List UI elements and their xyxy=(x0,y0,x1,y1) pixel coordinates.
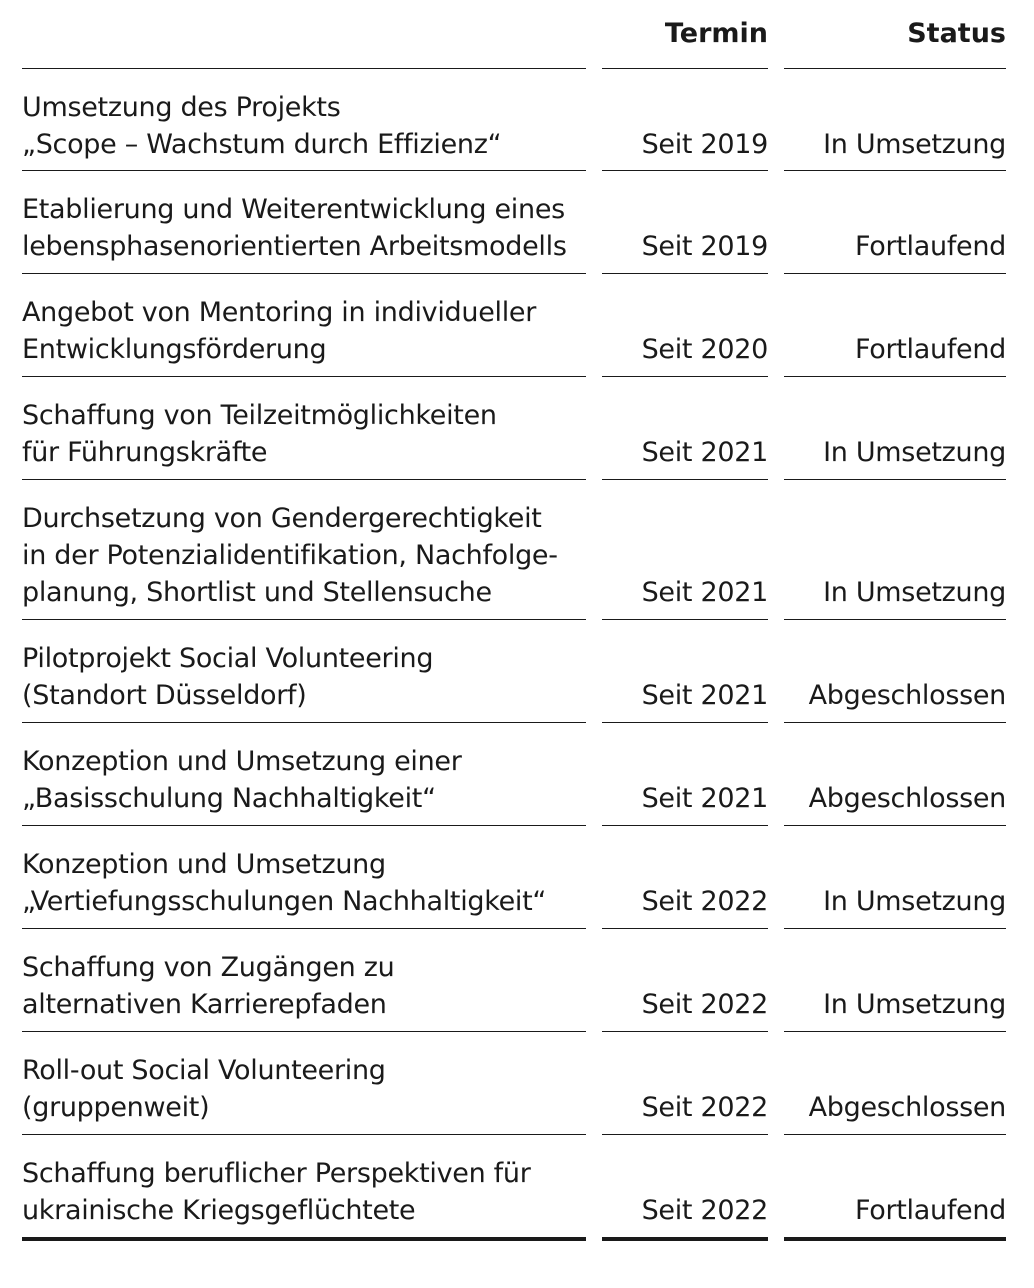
termin-cell: Seit 2022 xyxy=(641,989,768,1020)
status-cell: Abgeschlossen xyxy=(808,783,1006,814)
table-row xyxy=(22,723,1006,826)
termin-cell: Seit 2019 xyxy=(641,129,768,160)
status-cell: In Umsetzung xyxy=(823,437,1006,468)
table-body xyxy=(22,69,1006,1241)
measure-cell: Etablierung und Weiterentwicklung eines lebensphasenorientierten Arbeitsmodells xyxy=(22,194,567,262)
termin-cell: Seit 2022 xyxy=(641,1092,768,1123)
measure-cell: Schaffung von Teilzeitmöglichkeiten für Führungskräfte xyxy=(22,400,497,468)
table-row xyxy=(22,1032,1006,1135)
header-status: Status xyxy=(907,18,1006,49)
table-header xyxy=(22,0,1006,69)
measure-cell: Schaffung beruflicher Perspektiven für ukrainische Kriegsgeflüchtete xyxy=(22,1158,531,1226)
table-bottom-rule xyxy=(602,1237,768,1241)
table-row xyxy=(22,929,1006,1032)
header-termin: Termin xyxy=(664,18,768,49)
table-row xyxy=(22,377,1006,480)
measure-cell: Konzeption und Umsetzung „Vertiefungsschulungen Nachhaltigkeit“ xyxy=(22,849,547,917)
table-bottom-rule xyxy=(22,1237,586,1241)
termin-cell: Seit 2022 xyxy=(641,1195,768,1226)
measure-cell: Durchsetzung von Gendergerechtigkeit in der Potenzialidentifikation, Nachfolge- planung, Shortlist und Stellensuche xyxy=(22,503,558,608)
status-cell: In Umsetzung xyxy=(823,129,1006,160)
status-cell: Fortlaufend xyxy=(854,334,1006,365)
table-row xyxy=(22,620,1006,723)
termin-cell: Seit 2021 xyxy=(641,437,768,468)
status-cell: Fortlaufend xyxy=(854,231,1006,262)
status-cell: Abgeschlossen xyxy=(808,1092,1006,1123)
status-cell: In Umsetzung xyxy=(823,577,1006,608)
table-bottom-rule xyxy=(784,1237,1006,1241)
measure-cell: Schaffung von Zugängen zu alternativen Karrierepfaden xyxy=(22,952,395,1020)
status-cell: Fortlaufend xyxy=(854,1195,1006,1226)
termin-cell: Seit 2021 xyxy=(641,783,768,814)
measure-cell: Umsetzung des Projekts „Scope – Wachstum durch Effizienz“ xyxy=(22,92,502,160)
table-row xyxy=(22,1135,1006,1241)
measure-cell: Roll-out Social Volunteering (gruppenweit) xyxy=(22,1055,386,1123)
table-row xyxy=(22,69,1006,171)
measure-cell: Pilotprojekt Social Volunteering (Standort Düsseldorf) xyxy=(22,643,434,711)
measures-table xyxy=(22,0,1006,1241)
table-row xyxy=(22,274,1006,377)
measure-cell: Angebot von Mentoring in individueller Entwicklungsförderung xyxy=(22,297,537,365)
table-row xyxy=(22,480,1006,620)
termin-cell: Seit 2021 xyxy=(641,680,768,711)
status-cell: Abgeschlossen xyxy=(808,680,1006,711)
termin-cell: Seit 2021 xyxy=(641,577,768,608)
termin-cell: Seit 2022 xyxy=(641,886,768,917)
table-row xyxy=(22,826,1006,929)
table-row xyxy=(22,171,1006,274)
status-cell: In Umsetzung xyxy=(823,989,1006,1020)
measure-cell: Konzeption und Umsetzung einer „Basisschulung Nachhaltigkeit“ xyxy=(22,746,462,814)
status-cell: In Umsetzung xyxy=(823,886,1006,917)
termin-cell: Seit 2020 xyxy=(641,334,768,365)
termin-cell: Seit 2019 xyxy=(641,231,768,262)
